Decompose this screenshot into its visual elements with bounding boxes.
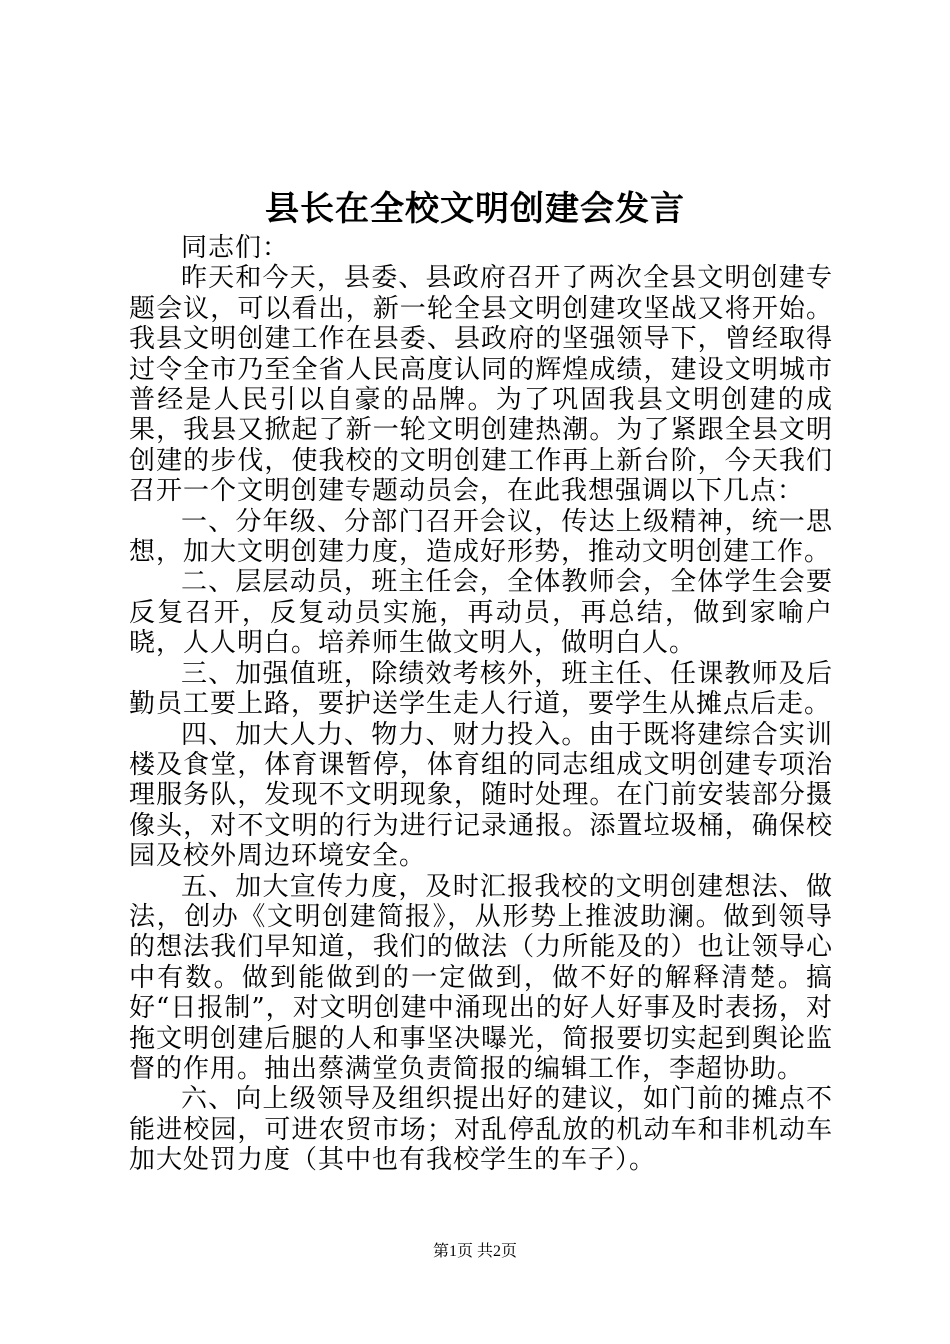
salutation-paragraph: 同志们： xyxy=(181,233,290,263)
point-two-paragraph: 二、层层动员，班主任会，全体教师会，全体学生会要反复召开，反复动员实施，再动员，再总结，做到家喻户晓，人人明白。培养师生做文明人，做明白人。 xyxy=(129,567,833,659)
document-title: 县长在全校文明创建会发言 xyxy=(265,189,685,229)
document-body xyxy=(129,233,833,1176)
point-one-paragraph: 一、分年级、分部门召开会议，传达上级精神，统一思想，加大文明创建力度，造成好形势，推动文明创建工作。 xyxy=(129,506,833,568)
point-six-paragraph: 六、向上级领导及组织提出好的建议，如门前的摊点不能进校园，可进农贸市场；对乱停乱放的机动车和非机动车加大处罚力度（其中也有我校学生的车子）。 xyxy=(129,1084,833,1176)
point-five-paragraph: 五、加大宣传力度，及时汇报我校的文明创建想法、做法，创办《文明创建简报》，从形势上推波助澜。做到领导的想法我们早知道，我们的做法（力所能及的）也让领导心中有数。做到能做到的一定做到，做不好的解释清楚。搞好“日报制”，对文明创建中涌现出的好人好事及时表扬，对拖文明创建后腿的人和事坚决曝光，简报要切实起到舆论监督的作用。抽出蔡满堂负责简报的编辑工作，李超协助。 xyxy=(129,871,833,1084)
page-footer: 第1页 共2页 xyxy=(432,1243,517,1260)
intro-paragraph: 昨天和今天，县委、县政府召开了两次全县文明创建专题会议，可以看出，新一轮全县文明创建攻坚战又将开始。我县文明创建工作在县委、县政府的坚强领导下，曾经取得过令全市乃至全省人民高度认同的辉煌成绩，建设文明城市普经是人民引以自豪的品牌。为了巩固我县文明创建的成果，我县又掀起了新一轮文明创建热潮。为了紧跟全县文明创建的步伐，使我校的文明创建工作再上新台阶，今天我们召开一个文明创建专题动员会，在此我想强调以下几点： xyxy=(129,263,833,507)
point-four-paragraph: 四、加大人力、物力、财力投入。由于既将建综合实训楼及食堂，体育课暂停，体育组的同志组成文明创建专项治理服务队，发现不文明现象，随时处理。在门前安装部分摄像头，对不文明的行为进行记录通报。添置垃圾桶，确保校园及校外周边环境安全。 xyxy=(129,719,833,872)
point-three-paragraph: 三、加强值班，除绩效考核外，班主任、任课教师及后勤员工要上路，要护送学生走人行道，要学生从摊点后走。 xyxy=(129,658,833,720)
